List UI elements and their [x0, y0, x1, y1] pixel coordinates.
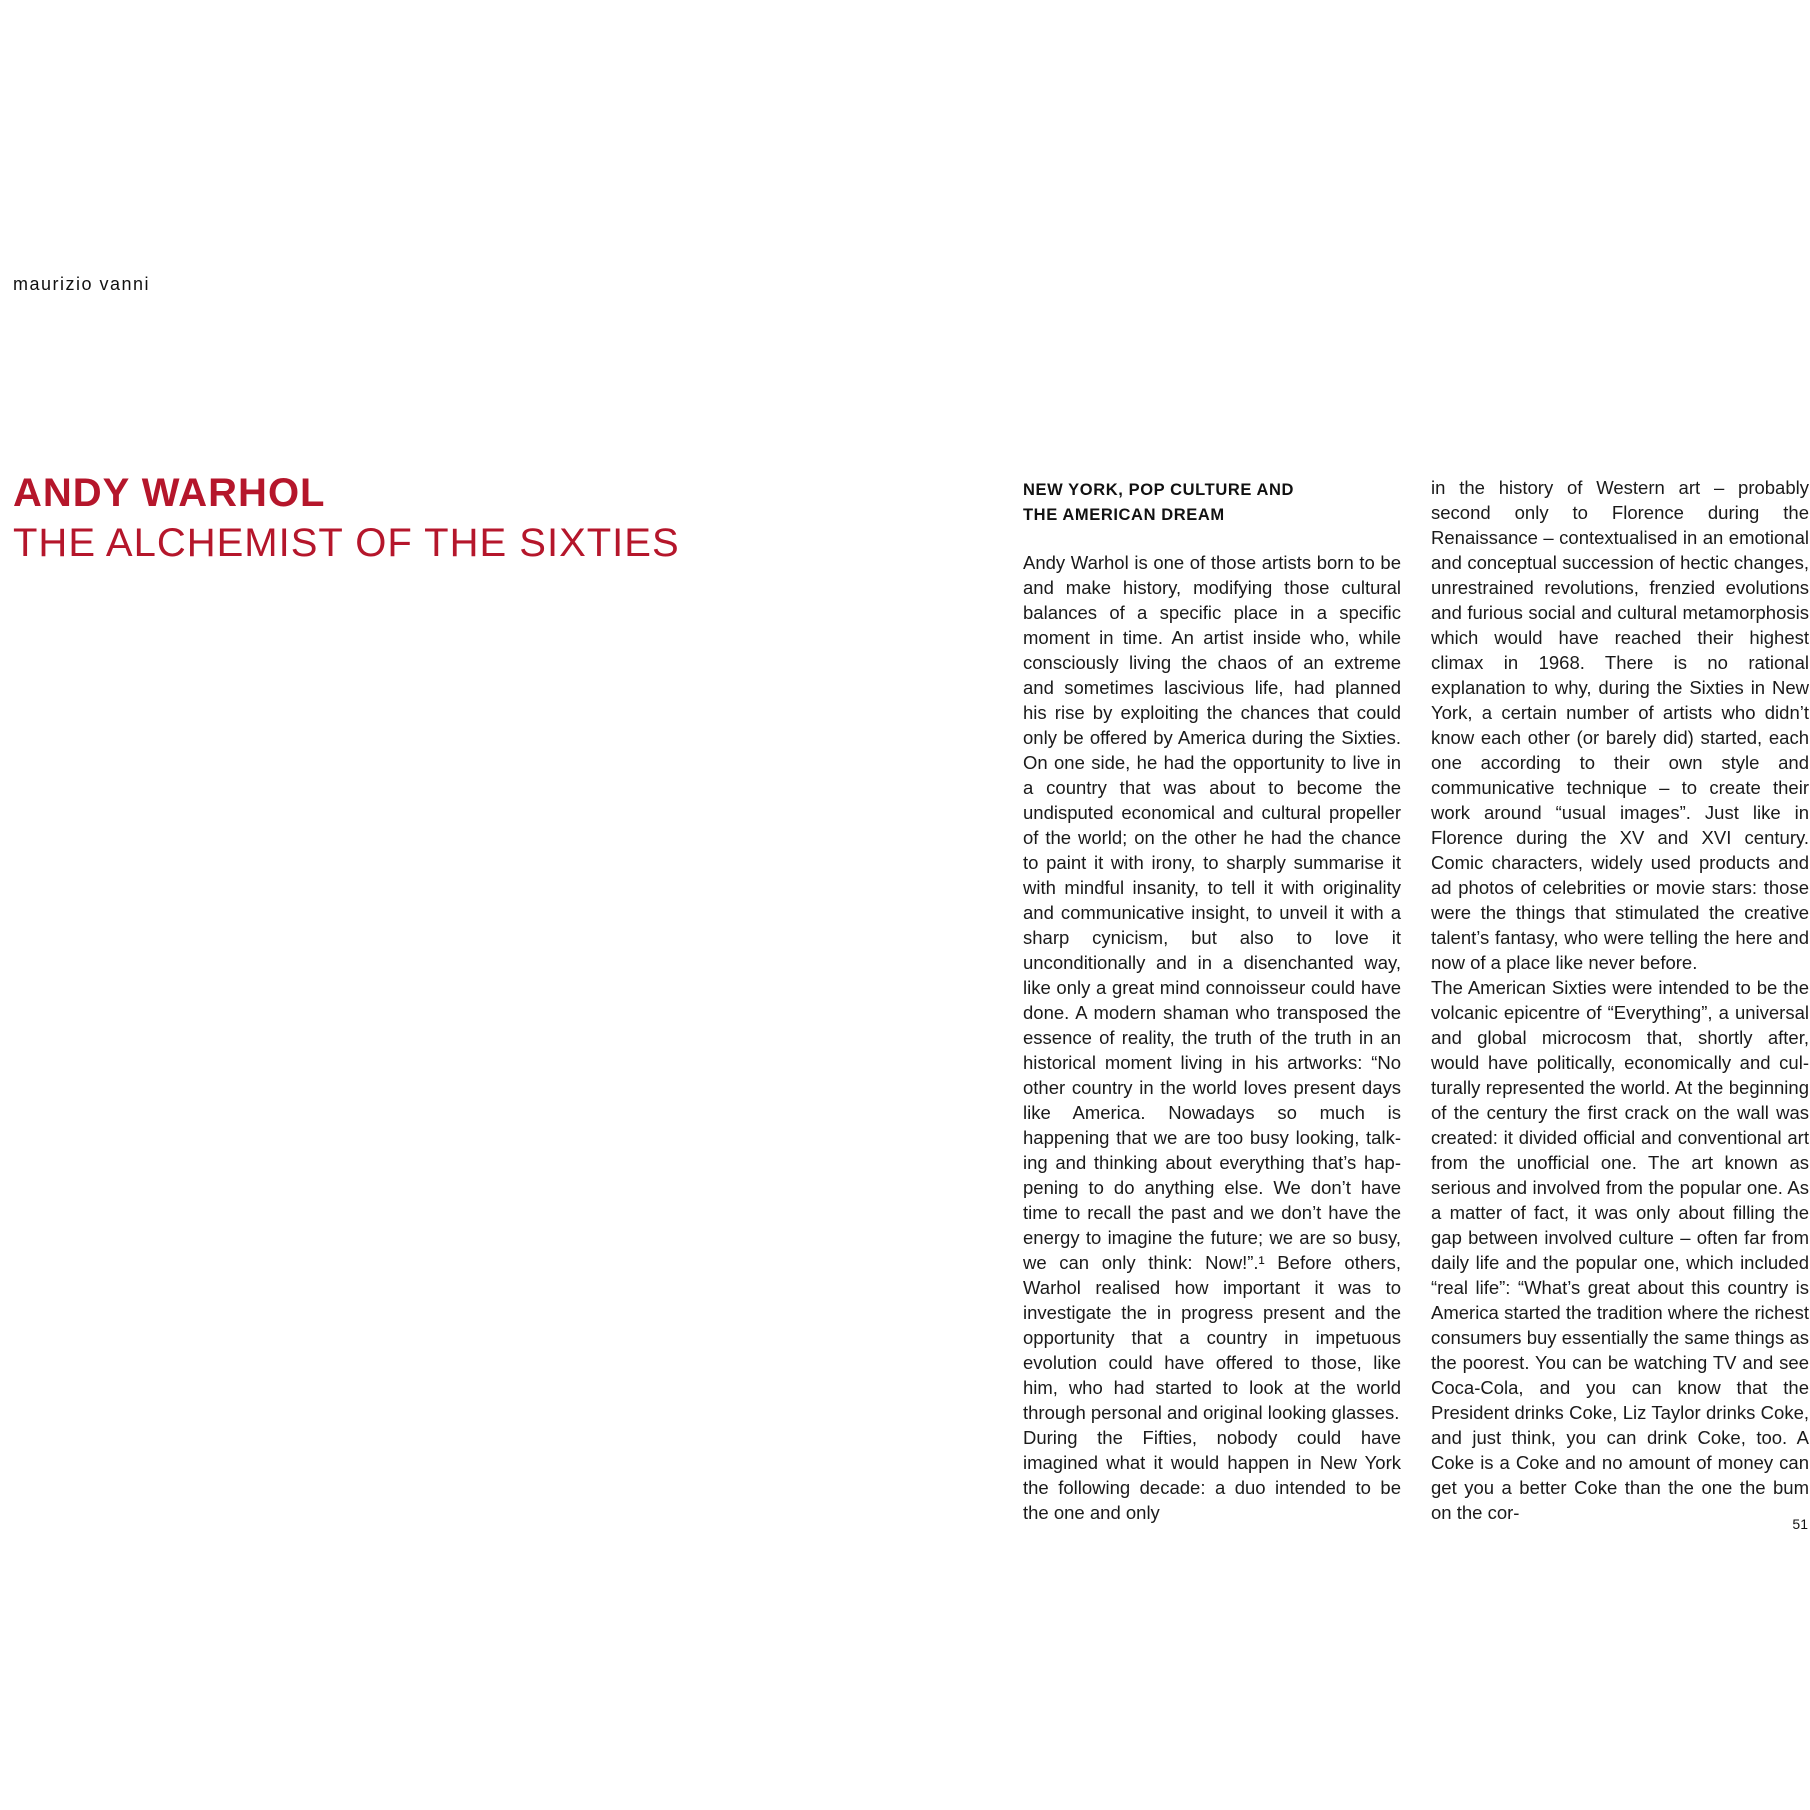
author-name: maurizio vanni — [13, 274, 151, 294]
body-column-left — [1023, 550, 1401, 1525]
section-heading-line-2: THE AMERICAN DREAM — [1023, 506, 1225, 524]
page-number: 51 — [1792, 1516, 1808, 1532]
paragraph: in the history of Western art – probably second only to Florence during the Renaissance – contextualised in an emotional and conceptual succession of hectic changes, unrestrained revolutions, frenzied evolutions and furious social and cultural metamorphosis which would have reached their highest climax in 1968. There is no rational explanation to why, during the Sixties in New York, a certain number of artists who didn’t know each other (or barely did) started, each one according to their own style and communicative technique – to create their work around “usual images”. Just like in Florence during the XV and XVI century. Comic characters, widely used products and ad photos of celebrities or movie stars: those were the things that stimulated the creative talent’s fantasy, who were telling the here and now of a place like never before. — [1431, 477, 1809, 973]
paragraph: During the Fifties, nobody could have imagined what it would happen in New York the following decade: a duo intended to be the one and only — [1023, 1427, 1401, 1523]
section-heading — [1023, 478, 1403, 528]
subtitle: THE ALCHEMIST OF THE SIXTIES — [13, 521, 680, 565]
title-block — [13, 468, 913, 568]
paragraph: The American Sixties were intended to be the volcanic epicentre of “Everything”, a universal and global microcosm that, shortly after, would have politically, economically and culturally represented the world. At the beginning of the century the first crack on the wall was created: it divided official and conventional art from the unofficial one. The art known as serious and involved from the popular one. As a matter of fact, it was only about filling the gap between involved culture – often far from daily life and the popular one, which included “real life”: “What’s great about this country is America started the tradition where the richest consumers buy essentially the same things as the poorest. You can be watching TV and see Coca-Cola, and you can know that the President drinks Coke, Liz Taylor drinks Coke, and just think, you can drink Coke, too. A Coke is a Coke and no amount of money can get you a better Coke than the one the bum on the cor- — [1431, 977, 1809, 1523]
paragraph: Andy Warhol is one of those artists born to be and make history, modifying those cultural balances of a specific place in a specific moment in time. An artist inside who, while consciously living the chaos of an extreme and sometimes lascivious life, had planned his rise by exploiting the chances that could only be offered by America during the Sixties. On one side, he had the opportunity to live in a country that was about to become the undisputed economical and cultural propeller of the world; on the other he had the chance to paint it with irony, to sharply summarise it with mindful insanity, to tell it with originality and communicative insight, to unveil it with a sharp cynicism, but also to love it unconditionally and in a disenchanted way, like only a great mind connoisseur could have done. A modern shaman who transposed the essence of reality, the truth of the truth in an historical moment living in his artworks: “No other country in the world loves present days like America. Nowadays so much is happening that we are too busy looking, talking and thinking about everything that’s happening to do anything else. We don’t have time to recall the past and we don’t have the energy to imagine the future; we are so busy, we can only think: Now!”.¹ Before others, Warhol realised how important it was to investigate the in progress present and the opportunity that a country in impetuous evolution could have offered to those, like him, who had started to look at the world through personal and original looking glasses. — [1023, 552, 1401, 1423]
main-title: ANDY WARHOL — [13, 471, 326, 515]
section-heading-line-1: NEW YORK, POP CULTURE AND — [1023, 481, 1295, 499]
body-column-right — [1431, 475, 1809, 1525]
